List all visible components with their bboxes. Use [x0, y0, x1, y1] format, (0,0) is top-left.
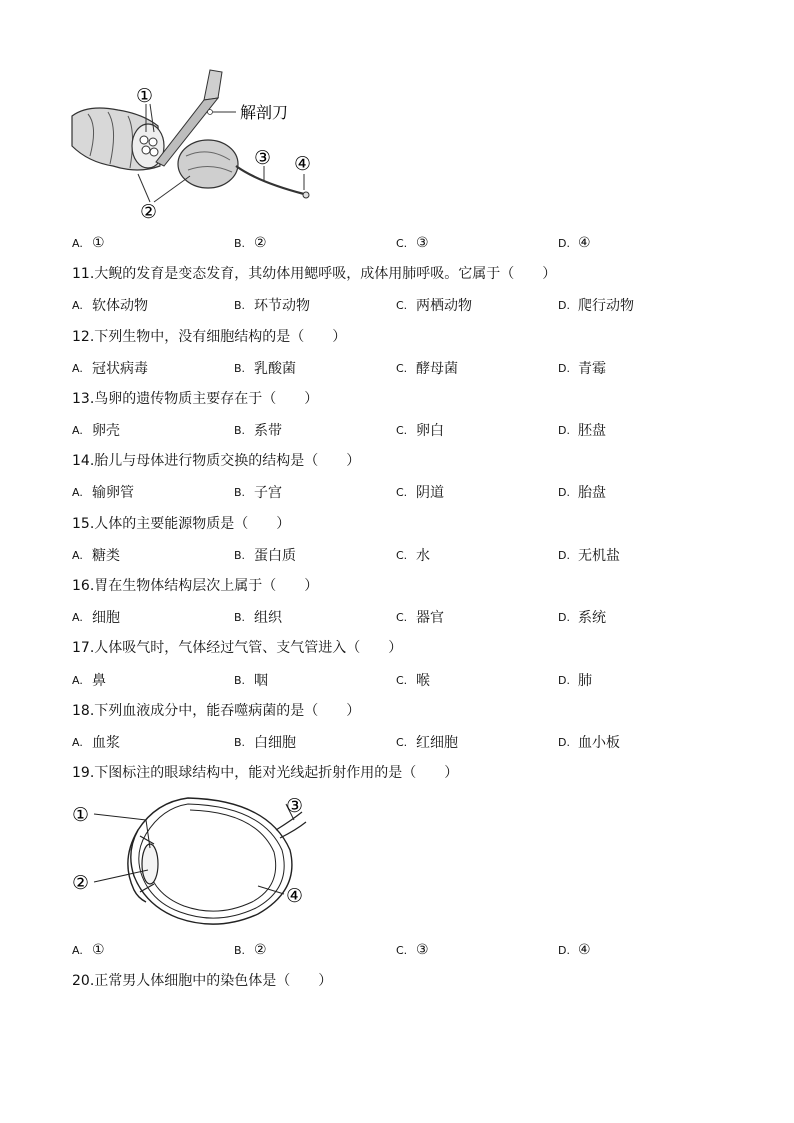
option-d[interactable]: D. 血小板: [558, 735, 620, 751]
option-c[interactable]: C. 酵母菌: [396, 361, 458, 377]
flower-dissection-figure: [68, 66, 328, 224]
option-b[interactable]: B. 蛋白质: [234, 548, 296, 564]
option-c[interactable]: C. ③: [396, 942, 429, 958]
option-a[interactable]: A. 血浆: [72, 735, 120, 751]
eyeball-diagram: [68, 790, 318, 930]
eye-callout-1: ①: [72, 804, 90, 826]
option-d[interactable]: D. 爬行动物: [558, 298, 634, 314]
option-c[interactable]: C. 卵白: [396, 423, 444, 439]
option-b[interactable]: B. 系带: [234, 423, 282, 439]
option-c[interactable]: C. ③: [396, 235, 429, 251]
question-15-stem: 15.人体的主要能源物质是（ ）: [72, 516, 291, 532]
q12-options: [72, 357, 772, 379]
option-c[interactable]: C. 器官: [396, 610, 444, 626]
q18-options: [72, 731, 772, 753]
question-19-stem: 19.下图标注的眼球结构中，能对光线起折射作用的是（ ）: [72, 765, 459, 781]
eye-callout-3: ③: [286, 795, 304, 817]
option-c[interactable]: C. 水: [396, 548, 430, 564]
option-a[interactable]: A. 细胞: [72, 610, 120, 626]
option-a[interactable]: A. 卵壳: [72, 423, 120, 439]
option-a[interactable]: A. 鼻: [72, 673, 106, 689]
option-c[interactable]: C. 两栖动物: [396, 298, 472, 314]
option-a[interactable]: A. ①: [72, 942, 105, 958]
question-18-stem: 18.下列血液成分中，能吞噬病菌的是（ ）: [72, 703, 361, 719]
question-12-stem: 12.下列生物中，没有细胞结构的是（ ）: [72, 329, 347, 345]
q15-options: [72, 544, 772, 566]
q13-options: [72, 419, 772, 441]
option-a[interactable]: A. 输卵管: [72, 485, 134, 501]
option-b[interactable]: B. 乳酸菌: [234, 361, 296, 377]
question-11-stem: 11.大鲵的发育是变态发育，其幼体用鳃呼吸，成体用肺呼吸。它属于（ ）: [72, 266, 557, 282]
q14-options: [72, 481, 772, 503]
q19-options: [72, 939, 772, 961]
option-c[interactable]: C. 喉: [396, 673, 430, 689]
option-a[interactable]: A. 软体动物: [72, 298, 148, 314]
eye-callout-4: ④: [286, 885, 304, 907]
option-d[interactable]: D. ④: [558, 235, 591, 251]
question-17-stem: 17.人体吸气时，气体经过气管、支气管进入（ ）: [72, 640, 403, 656]
q10-options: [72, 232, 772, 254]
callout-3: ③: [254, 147, 272, 169]
option-a[interactable]: A. ①: [72, 235, 105, 251]
option-d[interactable]: D. ④: [558, 942, 591, 958]
option-d[interactable]: D. 胚盘: [558, 423, 606, 439]
q11-options: [72, 294, 772, 316]
option-b[interactable]: B. 子宫: [234, 485, 282, 501]
callout-2: ②: [140, 201, 158, 223]
option-d[interactable]: D. 系统: [558, 610, 606, 626]
callout-4: ④: [294, 153, 312, 175]
option-a[interactable]: A. 糖类: [72, 548, 120, 564]
callout-1: ①: [136, 85, 154, 107]
question-13-stem: 13.鸟卵的遗传物质主要存在于（ ）: [72, 391, 319, 407]
option-c[interactable]: C. 阴道: [396, 485, 444, 501]
q17-options: [72, 669, 772, 691]
option-d[interactable]: D. 肺: [558, 673, 592, 689]
option-d[interactable]: D. 无机盐: [558, 548, 620, 564]
knife-label: 解剖刀: [240, 103, 289, 122]
option-b[interactable]: B. 白细胞: [234, 735, 296, 751]
question-20-stem: 20.正常男人体细胞中的染色体是（ ）: [72, 973, 333, 989]
option-d[interactable]: D. 青霉: [558, 361, 606, 377]
option-c[interactable]: C. 红细胞: [396, 735, 458, 751]
question-14-stem: 14.胎儿与母体进行物质交换的结构是（ ）: [72, 453, 361, 469]
option-b[interactable]: B. ②: [234, 235, 267, 251]
option-a[interactable]: A. 冠状病毒: [72, 361, 148, 377]
question-16-stem: 16.胃在生物体结构层次上属于（ ）: [72, 578, 319, 594]
option-d[interactable]: D. 胎盘: [558, 485, 606, 501]
q16-options: [72, 606, 772, 628]
option-b[interactable]: B. 咽: [234, 673, 268, 689]
option-b[interactable]: B. ②: [234, 942, 267, 958]
eye-callout-2: ②: [72, 872, 90, 894]
option-b[interactable]: B. 环节动物: [234, 298, 310, 314]
option-b[interactable]: B. 组织: [234, 610, 282, 626]
